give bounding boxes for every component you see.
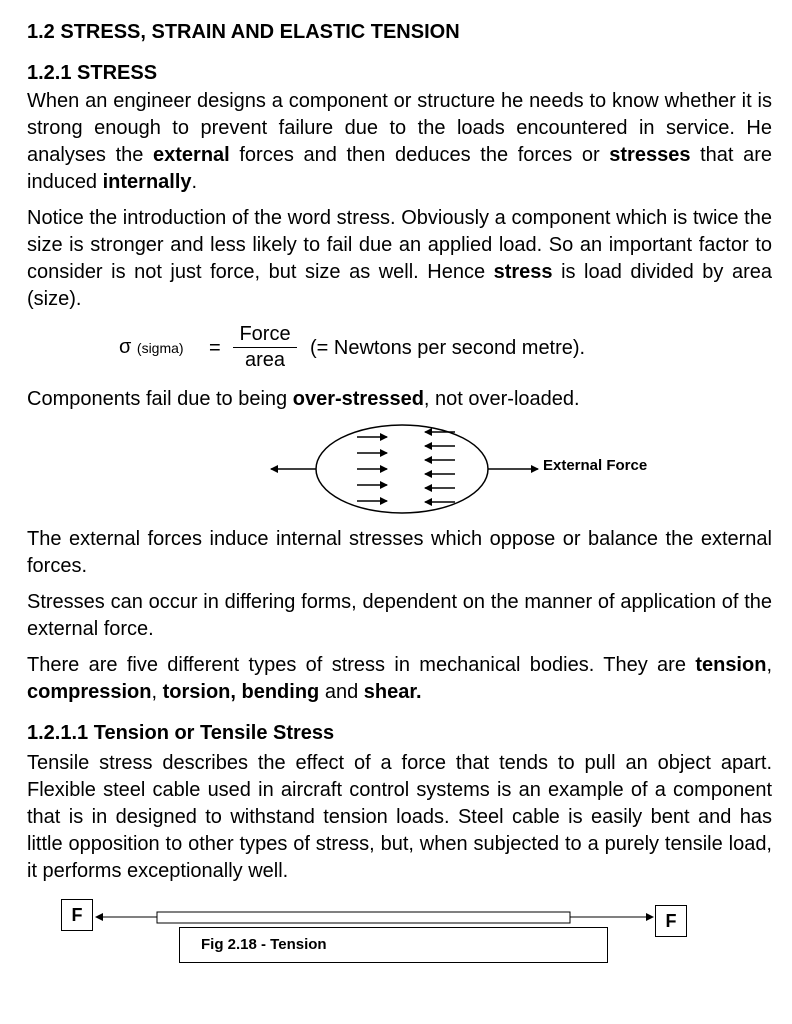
cable-bar — [157, 912, 570, 923]
equals-sign: = — [209, 337, 221, 359]
section-title: 1.2 STRESS, STRAIN AND ELASTIC TENSION — [27, 21, 460, 43]
body-ellipse — [316, 425, 488, 513]
denominator: area — [244, 349, 286, 371]
numerator: Force — [233, 322, 297, 348]
left-force-box: F — [61, 899, 93, 931]
sigma-symbol: σ (sigma) — [119, 336, 184, 358]
subsection-title: 1.2.1 STRESS — [27, 62, 158, 84]
paragraph-stress-types: There are five different types of stress in mechanical bodies. They are tension, compression, torsion, bending and shear. — [27, 654, 772, 703]
paragraph-stress-definition: Notice the introduction of the word stress. Obviously a component which is twice the size is stronger and less likely to fail due an applied load. So an important factor to consider is not just force, but size as well. Hence stress is load divided by area (size). — [27, 207, 772, 310]
document-page — [27, 18, 772, 987]
fraction — [233, 322, 297, 373]
figure-caption: Fig 2.18 - Tension — [201, 936, 327, 953]
paragraph-intro: When an engineer designs a component or structure he needs to know whether it is strong enough to prevent failure due to the loads encountered in service. He analyses the external forces and then deduces the forces or stresses that are induced internally. — [27, 90, 772, 193]
sigma-subscript: (sigma) — [136, 340, 184, 356]
subsubsection-title: 1.2.1.1 Tension or Tensile Stress — [27, 722, 335, 744]
external-force-label: External Force — [543, 457, 648, 474]
stress-ellipse-figure — [27, 422, 772, 516]
paragraph-tensile-stress: Tensile stress describes the effect of a force that tends to pull an object apart. Flexible steel cable used in aircraft control systems is an example of a component that is in designed to withstand tension loads. Steel cable is easily bent and has little opposition to other types of stress, but, when subjected to a purely tensile load, it performs exceptionally well. — [27, 752, 772, 882]
stress-diagram — [27, 422, 772, 516]
internal-stress-arrows-right — [357, 437, 387, 501]
stress-formula — [27, 322, 772, 380]
tension-diagram — [27, 897, 772, 987]
right-force-box: F — [655, 905, 687, 937]
caption-box — [179, 927, 608, 963]
paragraph-internal-stresses: The external forces induce internal stresses which oppose or balance the external forces. — [27, 528, 772, 577]
internal-stress-arrows-left — [425, 432, 455, 502]
formula-units: (= Newtons per second metre). — [310, 337, 586, 359]
paragraph-stress-forms: Stresses can occur in differing forms, dependent on the manner of application of the external force. — [27, 591, 772, 640]
paragraph-over-stressed: Components fail due to being over-stressed, not over-loaded. — [27, 388, 580, 410]
